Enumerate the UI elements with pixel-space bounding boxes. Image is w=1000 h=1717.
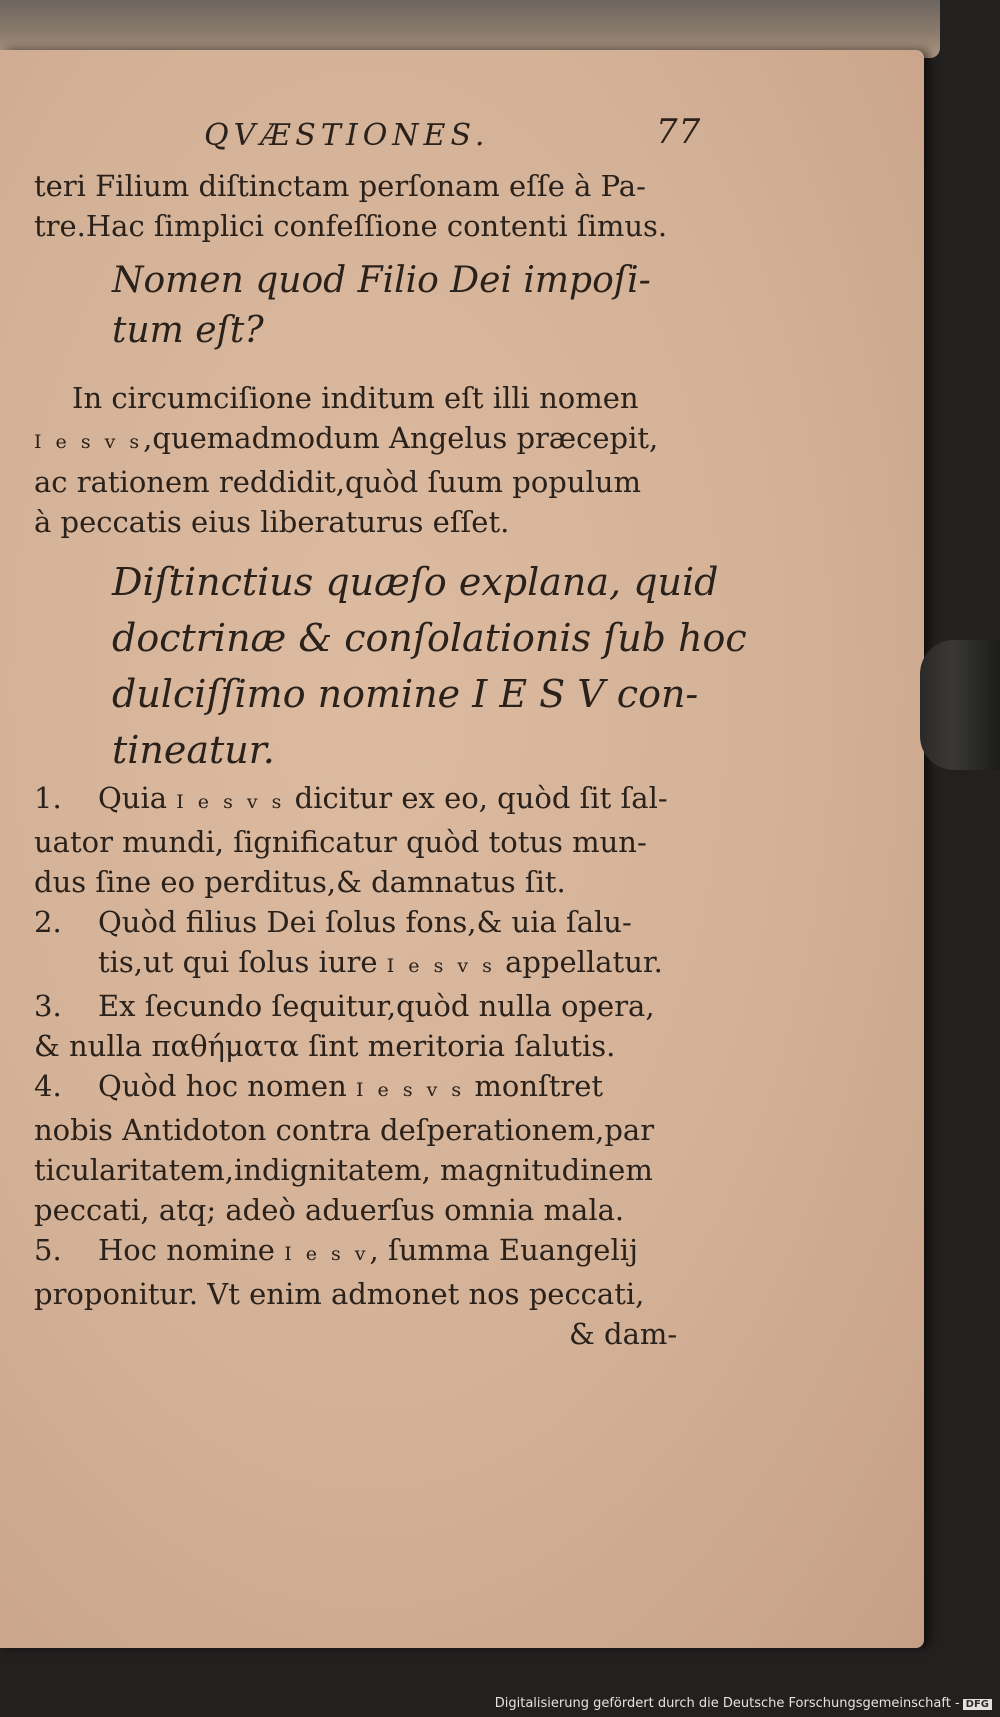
numbered-list	[34, 778, 714, 1314]
text-line: proponitur. Vt enim admonet nos peccati,	[34, 1277, 645, 1311]
catchword: & dam-	[569, 1317, 678, 1351]
page-number: 77	[656, 112, 702, 152]
small-caps-name: I e s v s	[34, 431, 144, 453]
text-line: & nulla παθήματα ſint meritoria ſalutis.	[34, 1029, 616, 1063]
item-number: 2.	[34, 905, 62, 939]
page-text	[34, 112, 747, 1354]
text-line: ticularitatem,indignitatem, magnitudinem	[34, 1153, 653, 1187]
item-number: 3.	[34, 989, 62, 1023]
text-line: ac rationem reddidit,quòd ſuum populum	[34, 465, 641, 499]
list-item: 3. Ex ſecundo ſequitur,quòd nulla opera,	[34, 986, 714, 1026]
question-heading: tum eſt?	[112, 310, 264, 351]
text-line: uator mundi, ſignificatur quòd totus mun-	[34, 825, 647, 859]
item-number: 4.	[34, 1069, 62, 1103]
text-line: In circumciſione inditum eſt illi nomen	[72, 381, 639, 415]
text-line: I e s v s,quemadmodum Angelus præcepit,	[34, 421, 659, 455]
book-clamp	[920, 640, 1000, 770]
small-caps-name: I e s v s	[176, 791, 286, 813]
small-caps-name: I e s v	[284, 1243, 370, 1265]
footer-credit: Digitalisierung gefördert durch die Deutsche Forschungsgemeinschaft - DFG	[495, 1696, 992, 1711]
list-item: 5. Hoc nomine I e s v, ſumma Euangelij	[34, 1230, 714, 1274]
question-heading: dulciſſimo nomine I E S V con-	[112, 672, 699, 716]
list-item: 2. Quòd filius Dei ſolus fons,& uia ſalu-	[34, 902, 714, 942]
list-item: 1. Quia I e s v s dicitur ex eo, quòd ſit ſal-	[34, 778, 714, 822]
list-item: 4. Quòd hoc nomen I e s v s monſtret	[34, 1066, 714, 1110]
question-heading: tineatur.	[112, 728, 275, 772]
question-heading: doctrinæ & conſolationis ſub hoc	[112, 616, 747, 660]
text-line: peccati, atq; adeò aduerſus omnia mala.	[34, 1193, 625, 1227]
list-item: tis,ut qui ſolus iure I e s v s appellatur.	[98, 945, 663, 979]
text-line: tre.Hac ſimplici confeſſione contenti ſimus.	[34, 209, 668, 243]
small-caps-name: I e s v s	[386, 955, 496, 977]
question-heading: Diſtinctius quæſo explana, quid	[112, 560, 719, 604]
dfg-logo: DFG	[963, 1699, 992, 1710]
small-caps-name: I e s v s	[355, 1079, 466, 1101]
text-line: teri Filium diſtinctam perſonam eſſe à Pa-	[34, 169, 646, 203]
running-head: QVÆSTIONES.	[204, 118, 490, 153]
item-number: 5.	[34, 1233, 62, 1267]
text-line: à peccatis eius liberaturus eſſet.	[34, 505, 510, 539]
running-header	[34, 112, 714, 166]
item-number: 1.	[34, 781, 62, 815]
question-heading: Nomen quod Filio Dei impoſi-	[112, 260, 651, 301]
text-line: dus ſine eo perditus,& damnatus ſit.	[34, 865, 566, 899]
text-line: nobis Antidoton contra deſperationem,par	[34, 1113, 655, 1147]
